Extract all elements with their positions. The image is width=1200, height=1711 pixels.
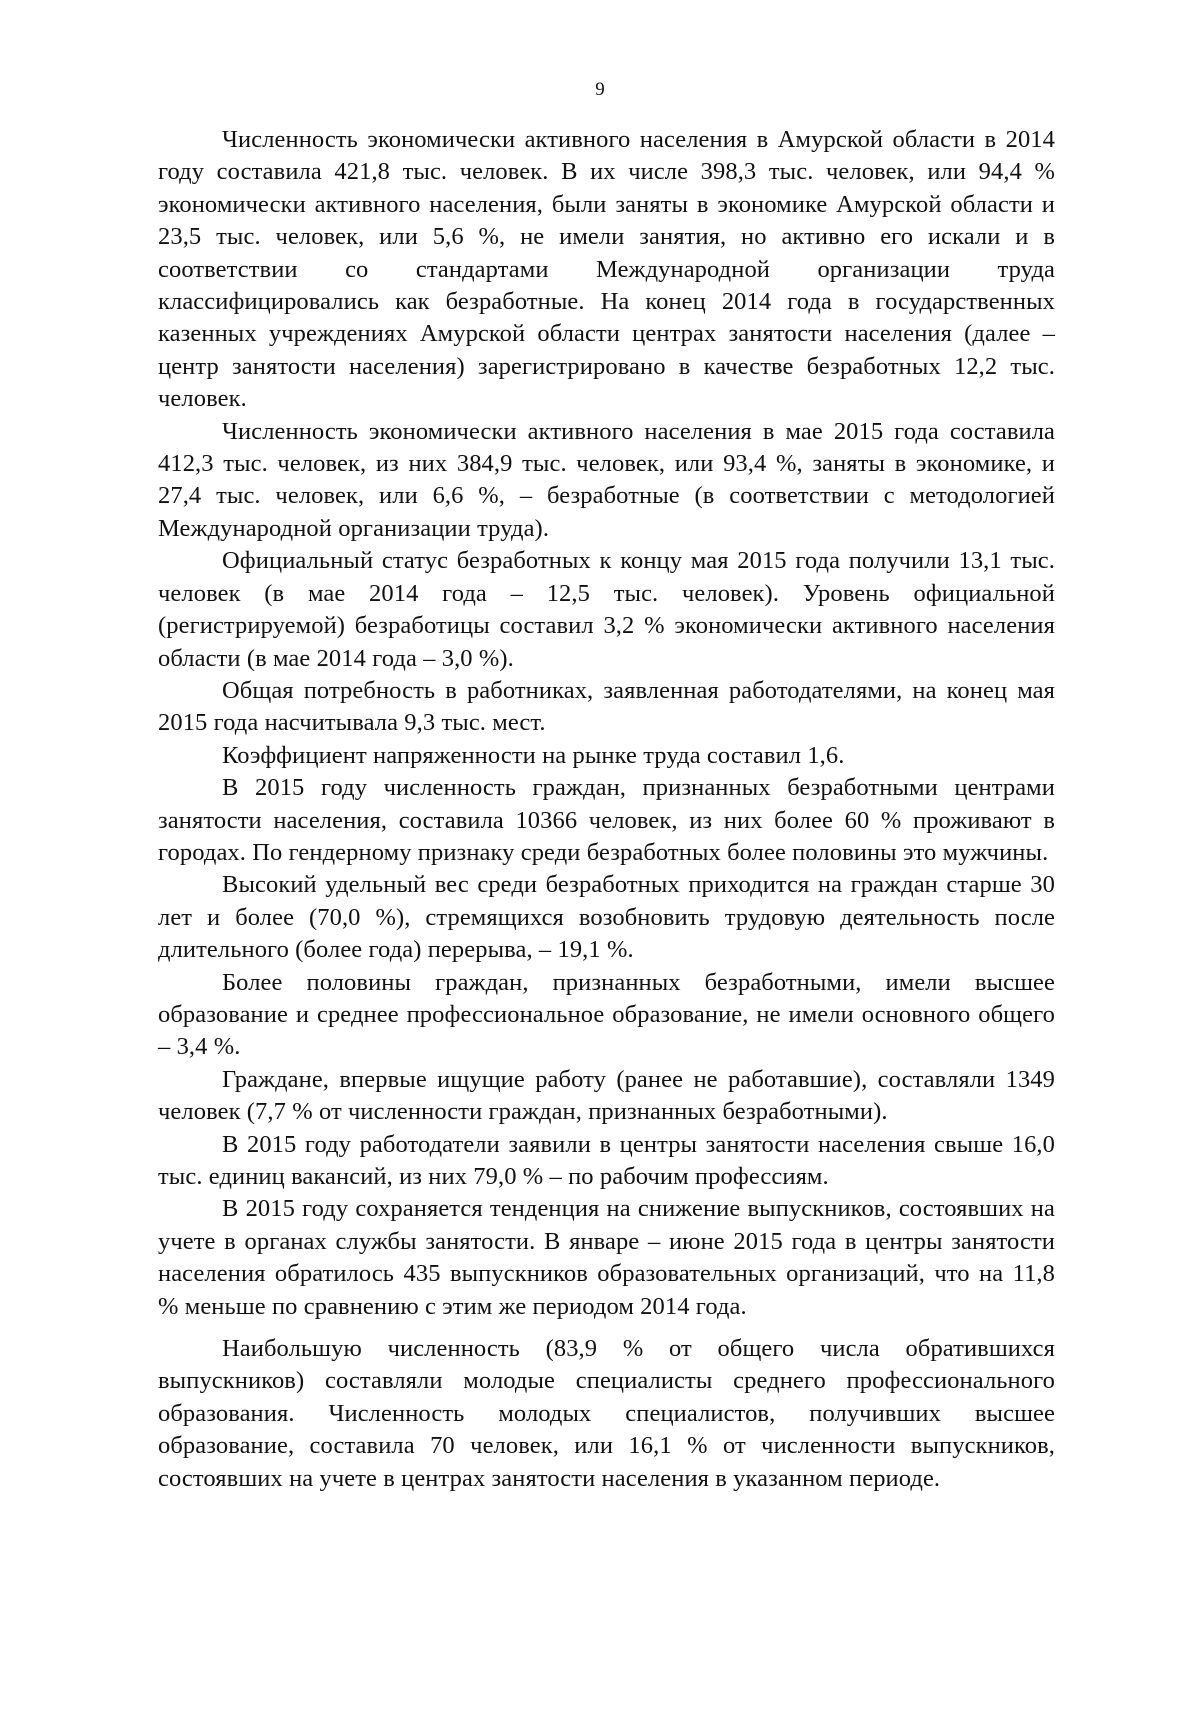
paragraph-3: Официальный статус безработных к концу мая 2015 года получили 13,1 тыс. человек (в мае 2014 года – 12,5 тыс. человек). Уровень официальной (регистрируемой) безработицы составил 3,2 % экономически активного населения области (в мае 2014 года – 3,0 %). [158, 547, 1055, 672]
paragraph-9: Граждане, впервые ищущие работу (ранее не работавшие), составляли 1349 человек (7,7 % от численности граждан, признанных безработными). [158, 1065, 1055, 1126]
paragraph-6: В 2015 году численность граждан, признанных безработными центрами занятости населения, составила 10366 человек, из них более 60 % проживают в городах. По гендерному признаку среди безработных более половины это мужчины. [158, 774, 1055, 866]
paragraph-11: В 2015 году сохраняется тенденция на снижение выпускников, состоявших на учете в органах службы занятости. В январе – июне 2015 года в центры занятости населения обратилось 435 выпускников образовательных организаций, что на 11,8 % меньше по сравнению с этим же периодом 2014 года. [158, 1195, 1055, 1320]
paragraph-7: Высокий удельный вес среди безработных приходится на граждан старше 30 лет и более (70,0 %), стремящихся возобновить трудовую деятельность после длительного (более года) перерыва, – 19,1 %. [158, 871, 1055, 964]
paragraph-1: Численность экономически активного населения в Амурской области в 2014 году составила 421,8 тыс. человек. В их числе 398,3 тыс. человек, или 94,4 % экономически активного населения, были заняты в экономике Амурской области и 23,5 тыс. человек, или 5,6 %, не имели занятия, но активно его искали и в соответствии со стандартами Международной организации труда классифицировались как безработные. На конец 2014 года в государственных казенных учреждениях Амурской области центрах занятости населения (далее – центр занятости населения) зарегистрировано в качестве безработных 12,2 тыс. человек. [158, 126, 1055, 413]
paragraph-10: В 2015 году работодатели заявили в центры занятости населения свыше 16,0 тыс. единиц вакансий, из них 79,0 % – по рабочим профессиям. [158, 1130, 1055, 1190]
paragraph-12: Наибольшую численность (83,9 % от общего числа обратившихся выпускников) составляли молодые специалисты среднего профессионального образования. Численность молодых специалистов, получивших высшее образование, составила 70 человек, или 16,1 % от численности выпускников, состоявших на учете в центрах занятости населения в указанном периоде. [158, 1335, 1055, 1492]
paragraph-4: Общая потребность в работниках, заявленная работодателями, на конец мая 2015 года насчитывала 9,3 тыс. мест. [158, 676, 1055, 737]
page-number: 9 [595, 79, 605, 100]
paragraph-2: Численность экономически активного населения в мае 2015 года составила 412,3 тыс. человек, из них 384,9 тыс. человек, или 93,4 %, заняты в экономике, и 27,4 тыс. человек, или 6,6 %, – безработные (в соответствии с методологией Международной организации труда). [158, 417, 1055, 542]
paragraph-5: Коэффициент напряженности на рынке труда составил 1,6. [222, 741, 845, 769]
document-body [158, 124, 1055, 1495]
paragraph-8: Более половины граждан, признанных безработными, имели высшее образование и среднее профессиональное образование, не имели основного общего – 3,4 %. [158, 968, 1055, 1061]
